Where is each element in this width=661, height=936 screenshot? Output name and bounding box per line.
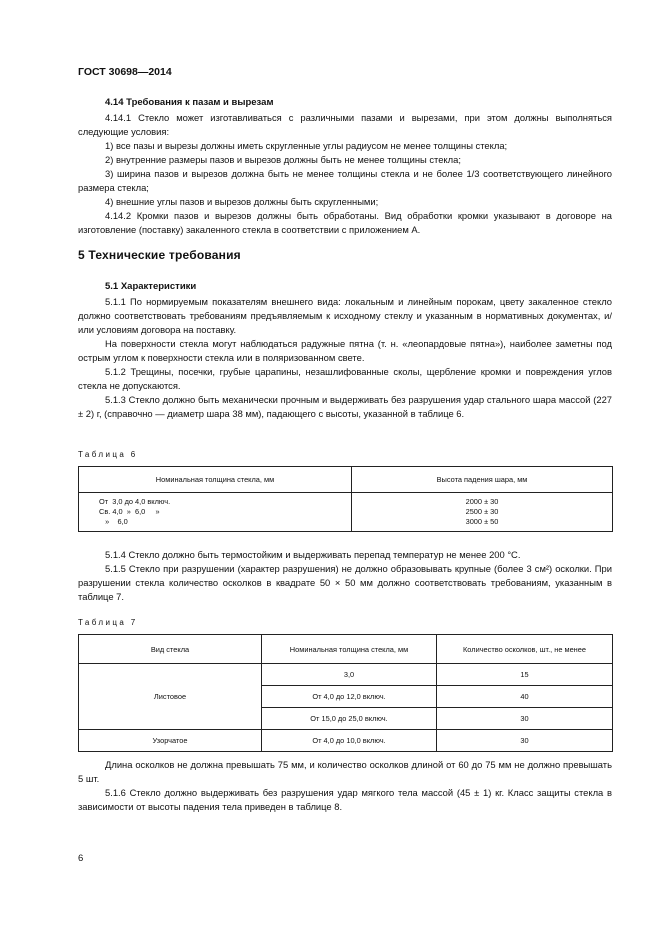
table-7-kind: Узорчатое xyxy=(79,730,262,752)
table-6 xyxy=(78,466,613,532)
paragraph-5-1-2: 5.1.2 Трещины, посечки, грубые царапины, незашлифованные сколы, щербление кромки и повреждения углов стекла не допускаются. xyxy=(78,366,612,391)
section-5-title: 5 Технические требования xyxy=(78,248,241,262)
table-7 xyxy=(78,634,613,752)
table-7-count: 15 xyxy=(437,664,613,686)
table-6-caption: Таблица 6 xyxy=(78,450,138,459)
table-6-height-1: 2000 ± 30 xyxy=(465,497,499,506)
paragraph-4-14-1: 4.14.1 Стекло может изготавливаться с различными пазами и вырезами, при этом должны выполняться следующие условия: xyxy=(78,112,612,137)
table-7-header-count: Количество осколков, шт., не менее xyxy=(437,635,613,664)
table-7-header-thickness: Номинальная толщина стекла, мм xyxy=(262,635,437,664)
paragraph-5-1-3: 5.1.3 Стекло должно быть механически прочным и выдерживать без разрушения удар стального шара массой (227 ± 2) г, (справочно — диаметр шара 38 мм), падающего с высоты, указанной в таблице 6. xyxy=(78,394,612,419)
paragraph-5-1-4: 5.1.4 Стекло должно быть термостойким и выдерживать перепад температур не менее 200 °С. xyxy=(105,549,521,560)
table-6-height-2: 2500 ± 30 xyxy=(465,507,499,516)
table-7-count: 30 xyxy=(437,708,613,730)
table-6-header-height: Высота падения шара, мм xyxy=(352,467,613,493)
table-6-thickness-1: От 3,0 до 4,0 включ. xyxy=(99,497,171,506)
list-item-2: 2) внутренние размеры пазов и вырезов должны быть не менее толщины стекла; xyxy=(105,154,461,165)
paragraph-5-1-5: 5.1.5 Стекло при разрушении (характер разрушения) не должно образовывать крупные (более 3 см²) осколки. При разрушении стекла количество осколков в квадрате 50 × 50 мм должно соответствовать требованиям, указанным в таблице 7. xyxy=(78,563,612,602)
table-6-header-thickness: Номинальная толщина стекла, мм xyxy=(79,467,352,493)
table-6-thickness-3: » 6,0 xyxy=(99,517,128,526)
table-6-height-3: 3000 ± 50 xyxy=(465,517,499,526)
paragraph-4-14-2: 4.14.2 Кромки пазов и вырезов должны быть обработаны. Вид обработки кромки указывают в договоре на изготовление (поставку) закаленного стекла в соответствии с приложением А. xyxy=(78,210,612,235)
section-5-1-title: 5.1 Характеристики xyxy=(105,281,197,292)
table-6-thickness-2: Св. 4,0 » 6,0 » xyxy=(99,507,160,516)
list-item-4: 4) внешние углы пазов и вырезов должны быть скругленными; xyxy=(105,196,379,207)
table-row xyxy=(79,664,613,686)
paragraph-5-1-1-note: На поверхности стекла могут наблюдаться радужные пятна (т. н. «леопардовые пятна»), наиболее заметны под острым углом к поверхности стекла или в поляризованном свете. xyxy=(78,338,612,363)
table-7-thickness: 3,0 xyxy=(262,664,437,686)
paragraph-5-1-6: 5.1.6 Стекло должно выдерживать без разрушения удар мягкого тела массой (45 ± 1) кг. Класс защиты стекла в зависимости от высоты падения тела приведен в таблице 8. xyxy=(78,787,612,812)
table-7-caption: Таблица 7 xyxy=(78,618,138,627)
list-item-1: 1) все пазы и вырезы должны иметь скругленные углы радиусом не менее толщины стекла; xyxy=(105,140,508,151)
page-number: 6 xyxy=(78,853,84,864)
list-item-3: 3) ширина пазов и вырезов должна быть не менее толщины стекла и не более 1/3 соответствующего линейного размера стекла; xyxy=(78,168,612,193)
table-7-thickness: От 4,0 до 12,0 включ. xyxy=(262,686,437,708)
paragraph-5-1-1: 5.1.1 По нормируемым показателям внешнего вида: локальным и линейным порокам, цвету закаленное стекло должно соответствовать требованиям предъявляемым к исходному стеклу и указанным в нормативных документах, и/или условиям договора на поставку. xyxy=(78,296,612,335)
section-4-14-title: 4.14 Требования к пазам и вырезам xyxy=(105,97,274,108)
paragraph-5-1-5-note: Длина осколков не должна превышать 75 мм, и количество осколков длиной от 60 до 75 мм не должно превышать 5 шт. xyxy=(78,759,612,784)
table-7-header-kind: Вид стекла xyxy=(79,635,262,664)
table-6-thickness-cell xyxy=(79,493,352,532)
table-7-thickness: От 15,0 до 25,0 включ. xyxy=(262,708,437,730)
table-6-height-cell xyxy=(352,493,613,532)
table-row xyxy=(79,730,613,752)
table-7-count: 40 xyxy=(437,686,613,708)
document-header: ГОСТ 30698—2014 xyxy=(78,66,172,78)
table-7-kind: Листовое xyxy=(79,664,262,730)
table-7-count: 30 xyxy=(437,730,613,752)
table-7-thickness: От 4,0 до 10,0 включ. xyxy=(262,730,437,752)
